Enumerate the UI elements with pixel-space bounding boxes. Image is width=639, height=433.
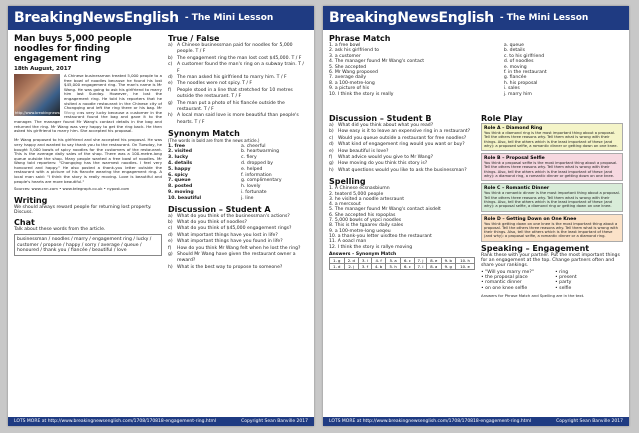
discussion-b-question-text: Would you queue outside a restaurant for free noodles? <box>338 135 467 141</box>
synonym-option: b. heartwarming <box>241 149 280 155</box>
phrase-end: j. marry him <box>503 91 532 97</box>
discussion-a-question-text: What do you think of noodles? <box>177 219 247 225</box>
page-header <box>323 6 629 30</box>
brand-subtitle: - The Mini Lesson <box>184 13 274 23</box>
spelling-item: 8. This is the tgaarev daily sales <box>329 223 404 229</box>
true-false-item-text: The noodles were not spicy. T / F <box>177 81 253 87</box>
spelling-list <box>329 186 475 250</box>
answer-cell: 2. j <box>344 263 359 269</box>
true-false-item-marker: e) <box>168 81 173 87</box>
discussion-b-heading: Discussion – Student B <box>329 114 432 123</box>
answer-cell: 6. c <box>400 257 414 263</box>
synonym-heading: Synonym Match <box>168 129 240 139</box>
true-false-item-text: The engagement ring the man lost cost $45,000. T / F <box>177 55 302 61</box>
spelling-item: 2. teaterd 5,000 people <box>329 191 384 197</box>
speaking-heading: Speaking – Engagement <box>481 243 590 253</box>
article-date: 18th August, 2017 <box>14 66 72 72</box>
phrase-start: 7. average daily <box>329 75 367 81</box>
discussion-a-question-text: What is the best way to propose to someone? <box>177 264 283 270</box>
phrase-match-left <box>329 43 496 97</box>
writing-heading: Writing <box>14 195 48 205</box>
phrase-end: g. fiancée <box>503 75 527 81</box>
exercise-column <box>168 34 308 414</box>
discussion-a-question <box>168 265 308 271</box>
phrase-start: 4. The manager found Mr Wang's contact <box>329 59 425 65</box>
phrase-start: 6. Mr Wang proposed <box>329 70 378 76</box>
true-false-item-text: A Chinese businessman paid for noodles for 5,000 people. T / F <box>177 43 293 55</box>
answer-cell: 1. g <box>330 257 345 263</box>
phrase-end: e. moving <box>503 64 527 70</box>
answer-cell: 10. e <box>456 263 475 269</box>
page-footer <box>8 417 314 426</box>
discussion-b-question-marker: h) <box>329 167 334 173</box>
role-title: Role D – Getting Down on One Knee <box>484 216 577 222</box>
true-false-item <box>168 113 308 126</box>
discussion-a-question-text: What important things have you lost in life? <box>177 232 278 238</box>
true-false-item-text: A local man said love is more beautiful than people's hearts. T / F <box>177 113 299 125</box>
answer-cell: 8. a <box>427 263 441 269</box>
synonym-word: 4. details <box>168 160 193 166</box>
role-title: Role C – Romantic Dinner <box>484 186 550 192</box>
synonym-word: 10. beautiful <box>168 195 202 201</box>
discussion-b-list <box>329 123 475 174</box>
synonym-option: a. cheerful <box>241 143 266 149</box>
discussion-a-question-text: What important things have you found in life? <box>177 239 283 245</box>
synonym-left <box>168 144 235 202</box>
true-false-item-marker: a) <box>168 43 173 48</box>
role-description: You think a diamond ring is the most important thing about a proposal. Tell the others three reasons why. Tell them what is wrong with their things. Also, tell the others which is the least important of these (and why): a proposed selfie, a romantic dinner or getting down on one knee. <box>484 131 618 148</box>
right-column <box>481 114 623 410</box>
left-column <box>329 114 475 410</box>
discussion-a-question-marker: b) <box>168 219 173 225</box>
true-false-item-text: The man asked his girlfriend to marry him. T / F <box>177 75 287 81</box>
phrase-start: 8. a 100-metre-long <box>329 80 375 86</box>
answer-cell: 9. b <box>441 257 456 263</box>
discussion-a-question-marker: g) <box>168 251 173 257</box>
synonym-option: i. fortunate <box>241 189 267 195</box>
chat-text: Talk about these words from the article. <box>14 227 106 233</box>
spelling-item: 7. 5,000 bowls of yspci noodles <box>329 218 402 224</box>
answers-heading: Answers – Synonym Match <box>329 251 397 257</box>
phrase-start: 3. a customer <box>329 53 361 59</box>
role-description: You think a romantic dinner is the most important thing about a proposal. Tell the others three reasons why. Tell them what is wrong with their things. Also, tell the others which is the least important of these (and why): a proposal selfie, a diamond ring or getting down on one knee. <box>484 191 620 209</box>
answers-table <box>329 257 475 270</box>
phrase-end: d. of noodles <box>503 59 534 65</box>
true-false-item <box>168 62 308 75</box>
discussion-a-question-marker: c) <box>168 226 173 232</box>
speaking-item: • ring <box>555 269 569 275</box>
writing-text: We should always reward people for returning lost property. Discuss. <box>14 204 152 215</box>
phrase-match-section <box>329 34 623 114</box>
speaking-text: Rank these with your partner. Put the most important things for an engagement at the top. Change partners often and share your rankings. <box>481 252 620 269</box>
footer-copyright: Copyright Sean Banville 2017 <box>241 419 308 424</box>
true-false-item-marker: h) <box>168 113 173 119</box>
discussion-b-question-text: How beautiful is love? <box>338 148 389 154</box>
answers-row <box>330 263 475 269</box>
role-card <box>481 123 623 151</box>
role-card <box>481 183 623 211</box>
spelling-item: 3. he visited a noodle artesraunt <box>329 196 405 202</box>
speaking-item: • party <box>555 280 572 286</box>
synonym-option: f. information <box>241 172 272 178</box>
discussion-b-question-marker: a) <box>329 123 334 128</box>
phrase-end: a. queue <box>503 43 524 48</box>
speaking-item: • "Will you marry me?" <box>481 269 534 275</box>
answer-cell: 1. d <box>330 263 345 269</box>
true-false-item-marker: b) <box>168 55 173 61</box>
true-false-item-marker: c) <box>168 62 173 68</box>
synonym-word: 5. happy <box>168 166 191 172</box>
footer-copyright: Copyright Sean Banville 2017 <box>556 419 623 424</box>
discussion-b-question-text: How easy is it to leave an expensive ring in a restaurant? <box>338 129 471 135</box>
synonym-option: e. helped <box>241 166 263 172</box>
role-description: You think a proposal selfie is the most important thing about a proposal. Tell the others three reasons why. Tell them what is wrong with their things. Also, tell the others which is the least important of these (and why): a diamond ring, a romantic dinner or getting down on one knee. <box>484 161 618 179</box>
synonym-option: h. lovely <box>241 184 261 190</box>
brand-title: BreakingNewsEnglish <box>329 10 494 26</box>
page-right <box>323 6 629 426</box>
page-left <box>8 6 314 426</box>
page-header <box>8 6 314 30</box>
answer-cell: 2. d <box>344 257 359 263</box>
discussion-a-heading: Discussion – Student A <box>168 204 271 214</box>
speaking-item: • romantic dinner <box>481 280 522 286</box>
discussion-a-list <box>168 214 308 272</box>
synonym-word: 7. queue <box>168 178 191 184</box>
discussion-a-question-marker: d) <box>168 232 173 238</box>
answer-cell: 4. b <box>371 263 386 269</box>
phrase-end: c. to his girlfriend <box>503 53 545 59</box>
discussion-b-question-text: What did you think about what you read? <box>338 123 434 128</box>
discussion-b-question-marker: c) <box>329 135 334 141</box>
speaking-item: • the proposal place <box>481 274 528 280</box>
spelling-item: 6. She accepted his ropoplas <box>329 212 396 218</box>
discussion-a-question-text: Should Mr Wang have given the restaurant owner a reward? <box>177 251 296 264</box>
synonym-option: j. line <box>241 195 254 201</box>
synonym-word: 1. free <box>168 143 186 149</box>
true-false-heading: True / False <box>168 34 220 43</box>
true-false-list <box>168 43 308 126</box>
spelling-item: 5. The manager found Mr Wang's contact aisdelt <box>329 207 441 213</box>
synonym-word: 6. spicy <box>168 172 188 178</box>
discussion-a-question-text: How do you think Mr Wang felt when he lost the ring? <box>177 245 301 251</box>
synonym-option: c. fiery <box>241 155 257 161</box>
brand-title: BreakingNewsEnglish <box>14 10 179 26</box>
role-card <box>481 153 623 181</box>
article-sources: Sources: www.cnn.com • www.telegraph.co.uk • nypost.com <box>14 186 130 192</box>
spelling-item: 12. I think the story is rallye moving <box>329 244 413 250</box>
page-footer <box>323 417 629 426</box>
synonym-word: 9. moving <box>168 189 194 195</box>
speaking-item: • present <box>555 274 577 280</box>
answer-cell: 5. h <box>386 263 401 269</box>
spelling-item: 1. A Chinese ecsnasbiumn <box>329 186 390 192</box>
discussion-b-question-marker: f) <box>329 155 333 161</box>
chat-word-box: businessman / noodles / marry / engagement ring / lucky / customer / propose / happy / sorry / average / queue / honoured / thank you / fiancée / beautiful / love <box>14 234 162 256</box>
discussion-b-question <box>329 168 475 174</box>
discussion-b-question-text: What questions would you like to ask the businessman? <box>338 167 467 173</box>
discussion-a-question-marker: f) <box>168 245 172 251</box>
speaking-items <box>481 270 623 291</box>
phrase-start: 2. ask his girlfriend to <box>329 48 380 54</box>
phrase-start: 9. a picture of his <box>329 86 370 92</box>
role-title: Role B – Proposal Selfie <box>484 156 545 162</box>
role-card <box>481 214 623 242</box>
answer-cell: 3. i <box>359 257 372 263</box>
true-false-item-text: A customer found the man's ring on a subway train. T / F <box>177 62 304 74</box>
true-false-item <box>168 88 308 101</box>
footer-link[interactable]: LOTS MORE at http://www.breakingnewsenglish.com/1708/170818-engagement-ring.html <box>14 419 217 424</box>
phrase-start: 10. I think the story is really <box>329 91 394 97</box>
discussion-b-question-marker: g) <box>329 161 334 167</box>
discussion-b-question-text: What kind of engagement ring would you want or buy? <box>338 142 465 148</box>
answer-cell: 9. g <box>441 263 456 269</box>
speaking-note: Answers for Phrase Match and Spelling are in the text. <box>481 292 585 298</box>
phrase-start: 1. a free bowl <box>329 43 361 48</box>
role-cards <box>481 123 623 242</box>
discussion-b-question-marker: e) <box>329 148 334 154</box>
role-description: You think getting down on one knee is the most important thing about a proposal. Tell the others three reasons why. Tell them what is wrong with their things. Also, tell the others which is the least important of these (and why): a proposal selfie, a romantic dinner or a diamond ring. <box>484 221 618 239</box>
true-false-item-marker: f) <box>168 87 172 93</box>
answer-cell: 6. c <box>400 263 414 269</box>
phrase-end: f. in the restaurant <box>503 70 547 76</box>
discussion-a-question-marker: a) <box>168 213 173 219</box>
answer-cell: 4. f <box>371 257 386 263</box>
phrase-match-heading: Phrase Match <box>329 34 391 43</box>
spelling-item: 4. a mercsout <box>329 202 361 208</box>
true-false-item-text: People stood in a line that stretched for 10 metres outside the restaurant. T / F <box>177 87 293 100</box>
discussion-b-question-text: What advice would you give to Mr Wang? <box>338 155 434 161</box>
phrase-match-grid <box>329 43 623 97</box>
phrase-match-right <box>504 43 623 97</box>
discussion-b-question-marker: b) <box>329 129 334 135</box>
spelling-item: 11. A ooacl man <box>329 239 367 245</box>
spelling-item: 10. a thank-you letter uisdteo the restaurant <box>329 233 432 239</box>
speaking-item: • selfie <box>555 285 572 291</box>
speaking-item: • on one knee selfie <box>481 285 528 291</box>
true-false-item-marker: d) <box>168 75 173 81</box>
true-false-item-marker: g) <box>168 100 173 106</box>
answer-cell: 7. i <box>414 263 426 269</box>
footer-link[interactable]: LOTS MORE at http://www.breakingnewsenglish.com/1708/170818-engagement-ring.html <box>329 419 532 424</box>
article-photo <box>14 74 81 116</box>
answer-cell: 5. a <box>386 257 401 263</box>
article-column <box>14 34 162 414</box>
brand-subtitle: - The Mini Lesson <box>499 13 589 23</box>
synonym-option: d. dropped by <box>241 160 274 166</box>
synonym-grid <box>168 144 308 202</box>
article-title: Man buys 5,000 people noodles for finding engagement ring <box>14 34 132 64</box>
article-body: A Chinese businessman treated 5,000 people to a free bowl of noodles because he found his lost $45,000 engagement ring. The man's name is Mr Wang. He was going to ask his girlfriend to marry him last Sunday. However, he lost the engagement ring. He told his reporters that he visited a noodle restaurant in the Chinese city of Chongqing and left the ring there or his bag. Mr Wang was very lucky because a customer in the restaurant found the bag and gave it to the manager. The manager found Mr Wang's contact details in the bag and returned the ring. Mr Wang was very happy to get the ring back. He then asked his girlfriend to marry him. She accepted his proposal. Mr Wang proposed to his girlfriend and she accepted his proposal. He was very happy and wanted to say thank you to the restaurant. On Tuesday, he bought 5,000 bowls of spicy noodles for the customers of the restaurant. This is the average daily sales of the shop. There was a 100-metre-long queue outside the shop. Many people wanted a free bowl of noodles. Mr Wang told reporters: "Chongqing has the warmest noodles. I feel very honoured and happy." He also posted a thank-you letter outside the restaurant with a picture of his fiancée wearing the engagement ring. A local man said: "I think the story is really moving. Love is beautiful and people's hearts are more beautiful." <box>14 73 162 184</box>
synonym-word: 8. posted <box>168 184 193 190</box>
role-title: Role A – Diamond Ring <box>484 126 543 131</box>
answer-cell: 3. f <box>359 263 372 269</box>
synonym-right <box>241 144 308 202</box>
spelling-heading: Spelling <box>329 177 366 187</box>
spelling-item: 9. a 100-metre-long ueqeu <box>329 228 391 234</box>
true-false-item-text: The man put a photo of his fiancée outside the restaurant. T / F <box>177 100 285 113</box>
phrase-end: i. sales <box>503 86 520 92</box>
phrase-end: h. his proposal <box>503 80 538 86</box>
phrase-start: 5. She accepted <box>329 64 367 70</box>
photo-credit: http://www.breakingnewsenglish.com <box>15 111 81 115</box>
true-false-item <box>168 43 308 56</box>
discussion-b-question-marker: d) <box>329 142 334 148</box>
true-false-item <box>168 101 308 114</box>
discussion-a-question-marker: h) <box>168 264 173 270</box>
discussion-a-question-marker: e) <box>168 239 173 245</box>
discussion-a-question <box>168 252 308 265</box>
synonym-word: 2. visited <box>168 149 193 155</box>
discussion-b-question-text: How moving do you think this story is? <box>338 161 428 167</box>
synonym-note: (The words in bold are from the news article.) <box>168 138 260 144</box>
answer-cell: 8. e <box>427 257 441 263</box>
discussion-a-question-text: What do you think of the businessman's actions? <box>177 213 290 219</box>
answer-cell: 10. h <box>456 257 475 263</box>
synonym-word: 3. lucky <box>168 155 189 161</box>
phrase-end: b. details <box>503 48 525 54</box>
answer-cell: 7. j <box>414 257 426 263</box>
role-play-heading: Role Play <box>481 114 523 123</box>
discussion-a-question-text: What do you think of $45,000 engagement rings? <box>177 226 292 232</box>
chat-heading: Chat <box>14 218 35 228</box>
synonym-option: g. complimentary <box>241 178 282 184</box>
